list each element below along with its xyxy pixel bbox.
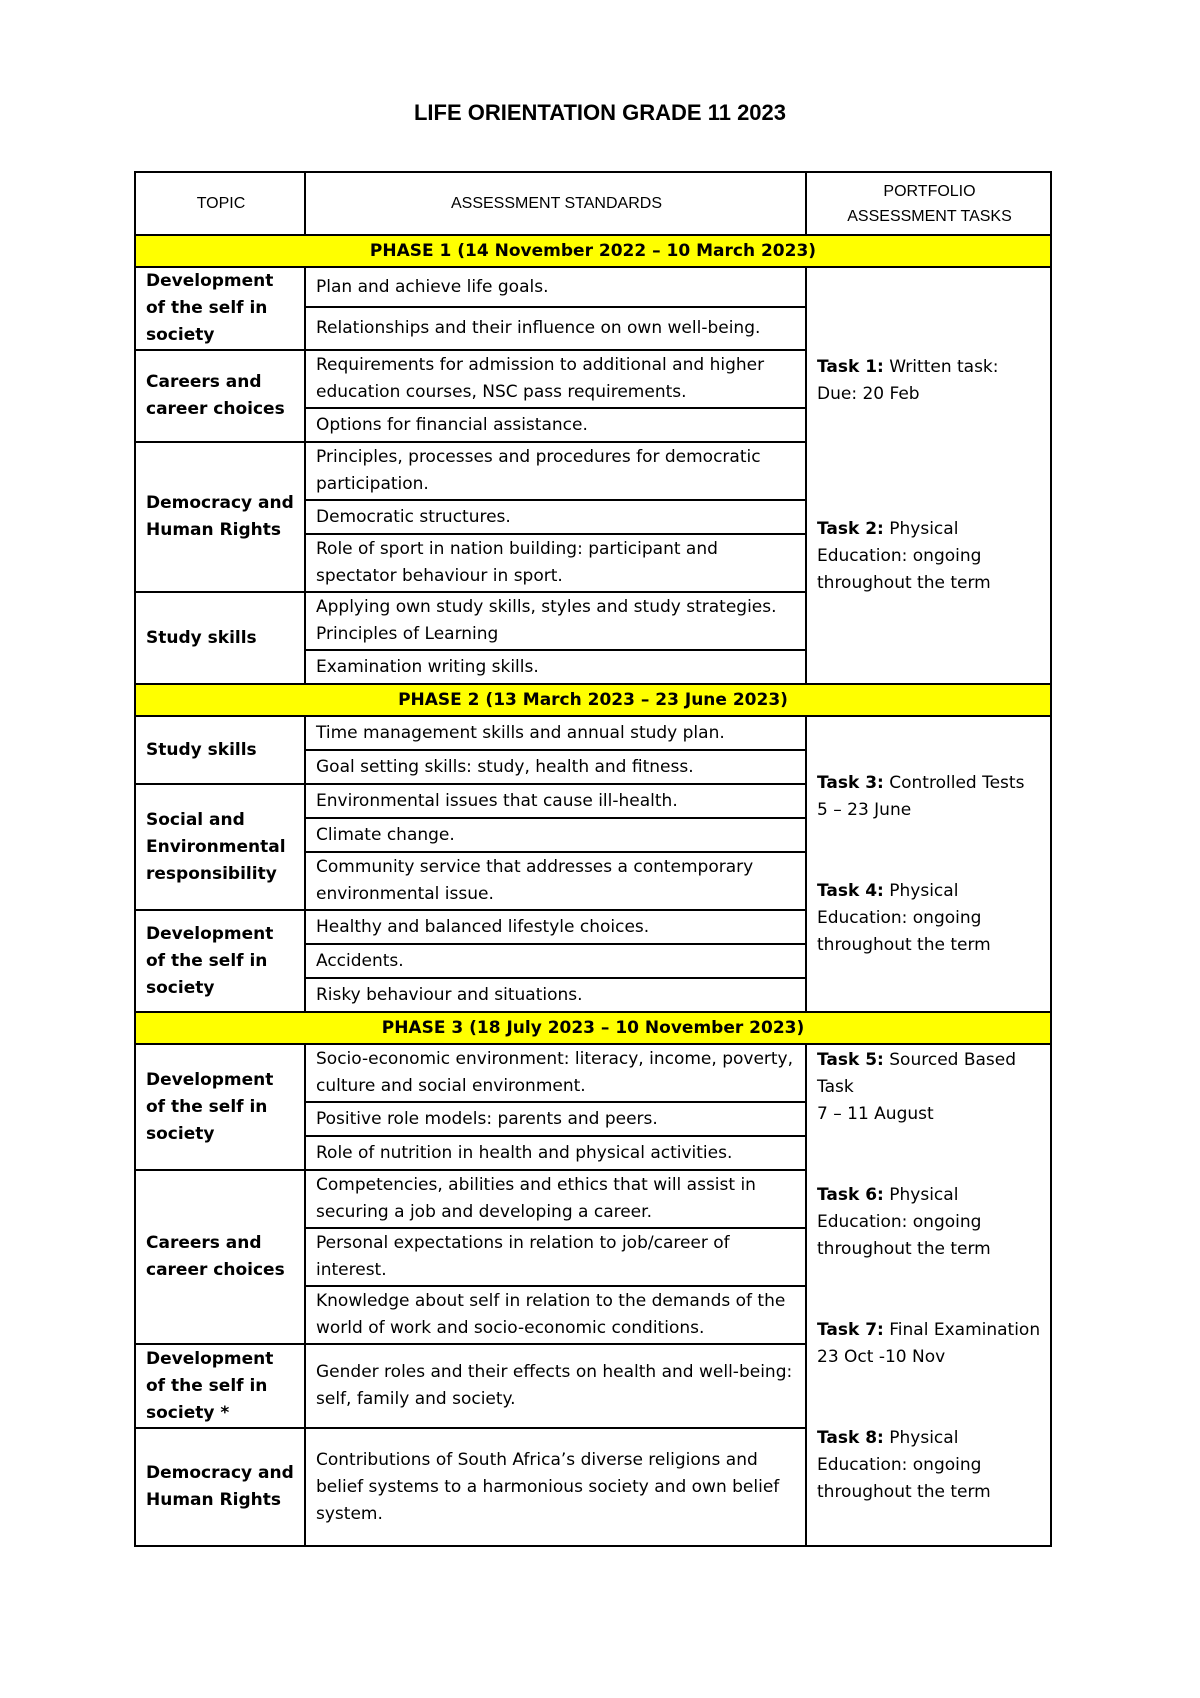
task-text: Physical Education: ongoing throughout the term: [817, 1428, 991, 1502]
standard-cell: Time management skills and annual study plan.: [305, 716, 806, 750]
page-title: LIFE ORIENTATION GRADE 11 2023: [413, 100, 787, 125]
standard-cell: Climate change.: [305, 818, 806, 852]
task-label: Task 8:: [817, 1428, 884, 1448]
standard-cell: Contributions of South Africa’s diverse religions and belief systems to a harmonious society and own belief system.: [305, 1428, 806, 1546]
task-label: Task 3:: [817, 772, 884, 793]
phase-row: [135, 1012, 1051, 1044]
topic-cell: Social and Environmental responsibility: [135, 784, 305, 910]
phase-1-label: PHASE 1 (14 November 2022 – 10 March 2023): [135, 235, 1051, 267]
task-text: Physical Education: ongoing throughout the term: [817, 880, 991, 955]
task-dates: 23 Oct -10 Nov: [817, 1347, 946, 1367]
header-standards: ASSESSMENT STANDARDS: [305, 172, 806, 235]
task-1: [817, 354, 1042, 408]
task-5: [817, 1047, 1042, 1128]
standard-cell: Risky behaviour and situations.: [305, 978, 806, 1012]
topic-cell: Development of the self in society *: [135, 1344, 305, 1428]
standard-cell: Healthy and balanced lifestyle choices.: [305, 910, 806, 944]
task-dates: Due: 20 Feb: [817, 384, 920, 404]
standard-cell: Relationships and their influence on own well-being.: [305, 307, 806, 350]
topic-cell: Development of the self in society: [135, 910, 305, 1012]
phase-row: [135, 235, 1051, 267]
header-topic: TOPIC: [135, 172, 305, 235]
topic-cell: Study skills: [135, 592, 305, 684]
task-dates: 5 – 23 June: [817, 799, 912, 820]
standard-cell: Options for financial assistance.: [305, 408, 806, 442]
standard-cell: Positive role models: parents and peers.: [305, 1102, 806, 1136]
standard-cell: Examination writing skills.: [305, 650, 806, 684]
standard-cell: Role of nutrition in health and physical activities.: [305, 1136, 806, 1170]
task-text: Physical Education: ongoing throughout the term: [817, 1185, 991, 1259]
standard-cell: Principles, processes and procedures for democratic participation.: [305, 442, 806, 500]
standard-cell: Socio-economic environment: literacy, income, poverty, culture and social environment.: [305, 1044, 806, 1102]
topic-cell: Development of the self in society: [135, 267, 305, 350]
standard-cell: Applying own study skills, styles and study strategies. Principles of Learning: [305, 592, 806, 650]
task-label: Task 7:: [817, 1320, 884, 1340]
task-text: Sourced Based Task: [817, 1050, 1017, 1097]
task-text: Written task:: [889, 357, 999, 377]
header-row: [135, 172, 1051, 235]
task-label: Task 6:: [817, 1185, 884, 1205]
tasks-cell-phase-1: [806, 267, 1051, 684]
task-8: [817, 1425, 1042, 1506]
task-dates: 7 – 11 August: [817, 1104, 934, 1124]
standard-cell: Competencies, abilities and ethics that will assist in securing a job and developing a career.: [305, 1170, 806, 1228]
standard-cell: Requirements for admission to additional and higher education courses, NSC pass requirements.: [305, 350, 806, 408]
standard-cell: Plan and achieve life goals.: [305, 267, 806, 307]
standard-cell: Environmental issues that cause ill-health.: [305, 784, 806, 818]
standard-cell: Community service that addresses a contemporary environmental issue.: [305, 852, 806, 910]
topic-cell: Democracy and Human Rights: [135, 442, 305, 592]
header-tasks-line1: PORTFOLIO: [883, 182, 976, 200]
task-7: [817, 1317, 1042, 1371]
task-label: Task 2:: [817, 519, 884, 539]
task-text: Final Examination: [889, 1320, 1041, 1340]
standard-cell: Accidents.: [305, 944, 806, 978]
standard-cell: Knowledge about self in relation to the demands of the world of work and socio-economic conditions.: [305, 1286, 806, 1344]
task-3: [817, 770, 1042, 824]
phase-row: [135, 684, 1051, 716]
standard-cell: Goal setting skills: study, health and fitness.: [305, 750, 806, 784]
topic-cell: Development of the self in society: [135, 1044, 305, 1170]
header-tasks: [806, 172, 1051, 235]
header-tasks-line2: ASSESSMENT TASKS: [847, 207, 1012, 225]
phase-3-label: PHASE 3 (18 July 2023 – 10 November 2023): [135, 1012, 1051, 1044]
task-2: [817, 516, 1042, 597]
standard-cell: Role of sport in nation building: participant and spectator behaviour in sport.: [305, 534, 806, 592]
standard-cell: Democratic structures.: [305, 500, 806, 534]
task-label: Task 4:: [817, 880, 884, 901]
topic-cell: Democracy and Human Rights: [135, 1428, 305, 1546]
task-text: Physical Education: ongoing throughout the term: [817, 519, 991, 593]
assessment-table: [134, 171, 1052, 1547]
task-label: Task 5:: [817, 1050, 884, 1070]
topic-cell: Careers and career choices: [135, 350, 305, 442]
task-label: Task 1:: [817, 357, 884, 377]
topic-cell: Careers and career choices: [135, 1170, 305, 1344]
task-text: Controlled Tests: [889, 772, 1025, 793]
task-6: [817, 1182, 1042, 1263]
tasks-cell-phase-2: [806, 716, 1051, 1012]
phase-2-label: PHASE 2 (13 March 2023 – 23 June 2023): [135, 684, 1051, 716]
tasks-cell-phase-3: [806, 1044, 1051, 1546]
standard-cell: Personal expectations in relation to job/career of interest.: [305, 1228, 806, 1286]
task-4: [817, 878, 1042, 959]
standard-cell: Gender roles and their effects on health and well-being: self, family and society.: [305, 1344, 806, 1428]
topic-cell: Study skills: [135, 716, 305, 784]
